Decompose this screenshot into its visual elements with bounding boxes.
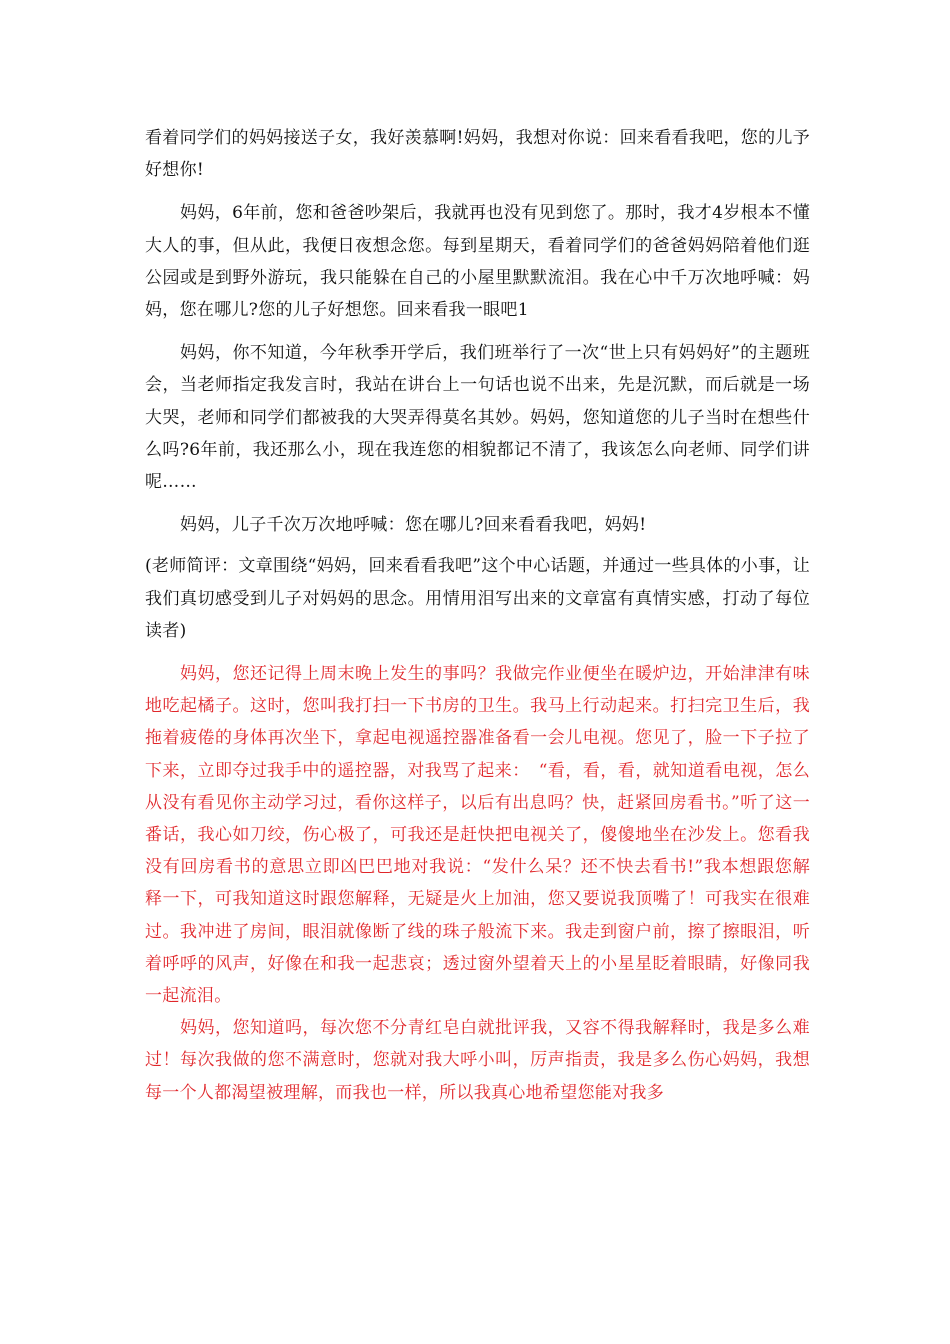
paragraph-2: 妈妈，6年前，您和爸爸吵架后，我就再也没有见到您了。那时，我才4岁根本不懂大人的事，但从此，我便日夜想念您。每到星期天，看着同学们的爸爸妈妈陪着他们逛公园或是到野外游玩，我只能躲在自己的小屋里默默流泪。我在心中千万次地呼喊：妈妈，您在哪儿?您的儿子好想您。回来看我一眼吧1 [145,203,810,321]
paragraph-4: 妈妈，儿子千次万次地呼喊：您在哪儿?回来看看我吧，妈妈! [180,515,647,536]
paragraph-red-2: 妈妈，您知道吗，每次您不分青红皂白就批评我，又容不得我解释时，我是多么难过！每次我做的您不满意时，您就对我大呼小叫，厉声指责，我是多么伤心妈妈，我想每一个人都渴望被理解，而我也一样，所以我真心地希望您能对我多 [145,1018,810,1103]
paragraph-3: 妈妈，你不知道，今年秋季开学后，我们班举行了一次“世上只有妈妈好”的主题班会，当老师指定我发言时，我站在讲台上一句话也说不出来，先是沉默，而后就是一场大哭，老师和同学们都被我的大哭弄得莫名其妙。妈妈，您知道您的儿子当时在想些什么吗?6年前，我还那么小，现在我连您的相貌都记不清了，我该怎么向老师、同学们讲呢…… [145,343,810,493]
paragraph-red-1: 妈妈，您还记得上周末晚上发生的事吗？我做完作业便坐在暖炉边，开始津津有味地吃起橘子。这时，您叫我打扫一下书房的卫生。我马上行动起来。打扫完卫生后，我拖着疲倦的身体再次坐下，拿起电视遥控器准备看一会儿电视。您见了，脸一下子拉了下来，立即夺过我手中的遥控器，对我骂了起来： “看，看，看，就知道看电视，怎么从没有看见你主动学习过，看你这样子，以后有出息吗？快，赶紧回房看书。”听了这一番话，我心如刀绞，伤心极了，可我还是赶快把电视关了，傻傻地坐在沙发上。您看我没有回房看书的意思立即凶巴巴地对我说：“发什么呆？还不快去看书!”我本想跟您解释一下，可我知道这时跟您解释，无疑是火上加油，您又要说我顶嘴了！可我实在很难过。我冲进了房间，眼泪就像断了线的珠子般流下来。我走到窗户前，擦了擦眼泪，听着呼呼的风声，好像在和我一起悲哀；透过窗外望着天上的小星星眨着眼睛，好像同我一起流泪。 [145,664,810,1007]
paragraph-1: 看着同学们的妈妈接送子女，我好羡慕啊!妈妈，我想对你说：回来看看我吧，您的儿予好想你! [145,128,810,181]
teacher-comment: (老师简评：文章围绕“妈妈，回来看看我吧”这个中心话题，并通过一些具体的小事，让我们真切感受到儿子对妈妈的思念。用情用泪写出来的文章富有真情实感，打动了每位读者) [145,556,811,641]
document-body [145,122,810,1109]
